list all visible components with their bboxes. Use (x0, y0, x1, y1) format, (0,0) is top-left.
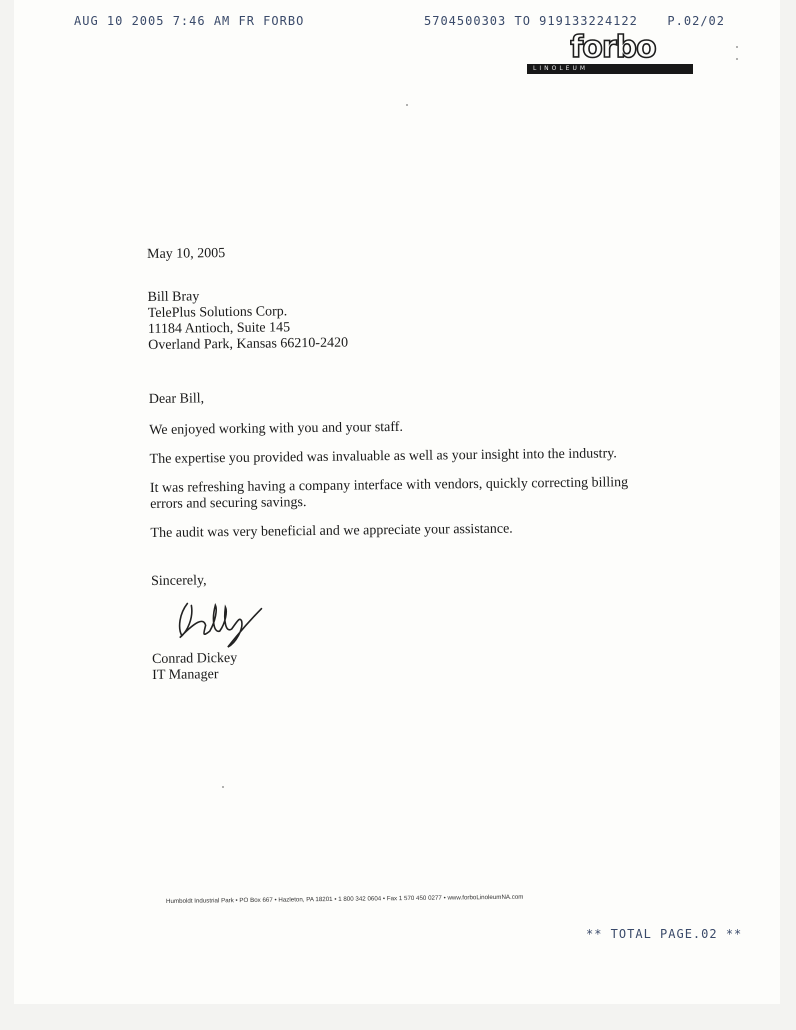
recipient-name: Bill Bray (147, 289, 200, 305)
salutation: Dear Bill, (148, 391, 205, 407)
logo-tagline-bar: LINOLEUM (527, 64, 693, 74)
recipient-city: Overland Park, Kansas 66210-2420 (148, 335, 349, 353)
signer-title: IT Manager (152, 667, 219, 683)
recipient-address (148, 284, 669, 354)
logo-wordmark: forbo (570, 29, 656, 65)
recipient-company: TelePlus Solutions Corp. (147, 304, 288, 321)
forbo-logo (527, 30, 693, 76)
letter-body (147, 241, 672, 684)
closing: Sincerely, (150, 573, 207, 589)
recipient-street: 11184 Antioch, Suite 145 (147, 320, 291, 337)
paragraph-2: The expertise you provided was invaluable as well as your insight into the industry. (149, 446, 617, 467)
signature-icon (165, 590, 276, 651)
fax-header-page-count: P.02/02 (667, 14, 725, 28)
scan-speck (406, 104, 408, 106)
signer-name: Conrad Dickey (151, 650, 238, 667)
fax-header-numbers: 5704500303 TO 919133224122 (424, 14, 638, 28)
paragraph-3: It was refreshing having a company interface with vendors, quickly correcting billing errors and securing savings. (149, 475, 629, 512)
letterhead-footer: Humboldt Industrial Park • PO Box 667 • Hazleton, PA 18201 • 1 800 342 0604 • Fax 1 570 450 0277 • www.forboLinoleumNA.com (166, 893, 524, 905)
letter-date: May 10, 2005 (147, 246, 226, 262)
signer-block (152, 646, 672, 684)
fax-transmission-header (74, 14, 725, 30)
fax-page (14, 0, 780, 1004)
scan-speck (736, 58, 738, 60)
handwritten-signature (151, 586, 672, 652)
fax-total-pages: ** TOTAL PAGE.02 ** (586, 927, 743, 941)
paragraph-1: We enjoyed working with you and your staff. (149, 419, 404, 438)
paragraph-4: The audit was very beneficial and we appreciate your assistance. (150, 521, 513, 541)
scan-speck (736, 46, 738, 48)
scan-speck (222, 786, 224, 788)
fax-header-date-from: AUG 10 2005 7:46 AM FR FORBO (74, 14, 305, 28)
